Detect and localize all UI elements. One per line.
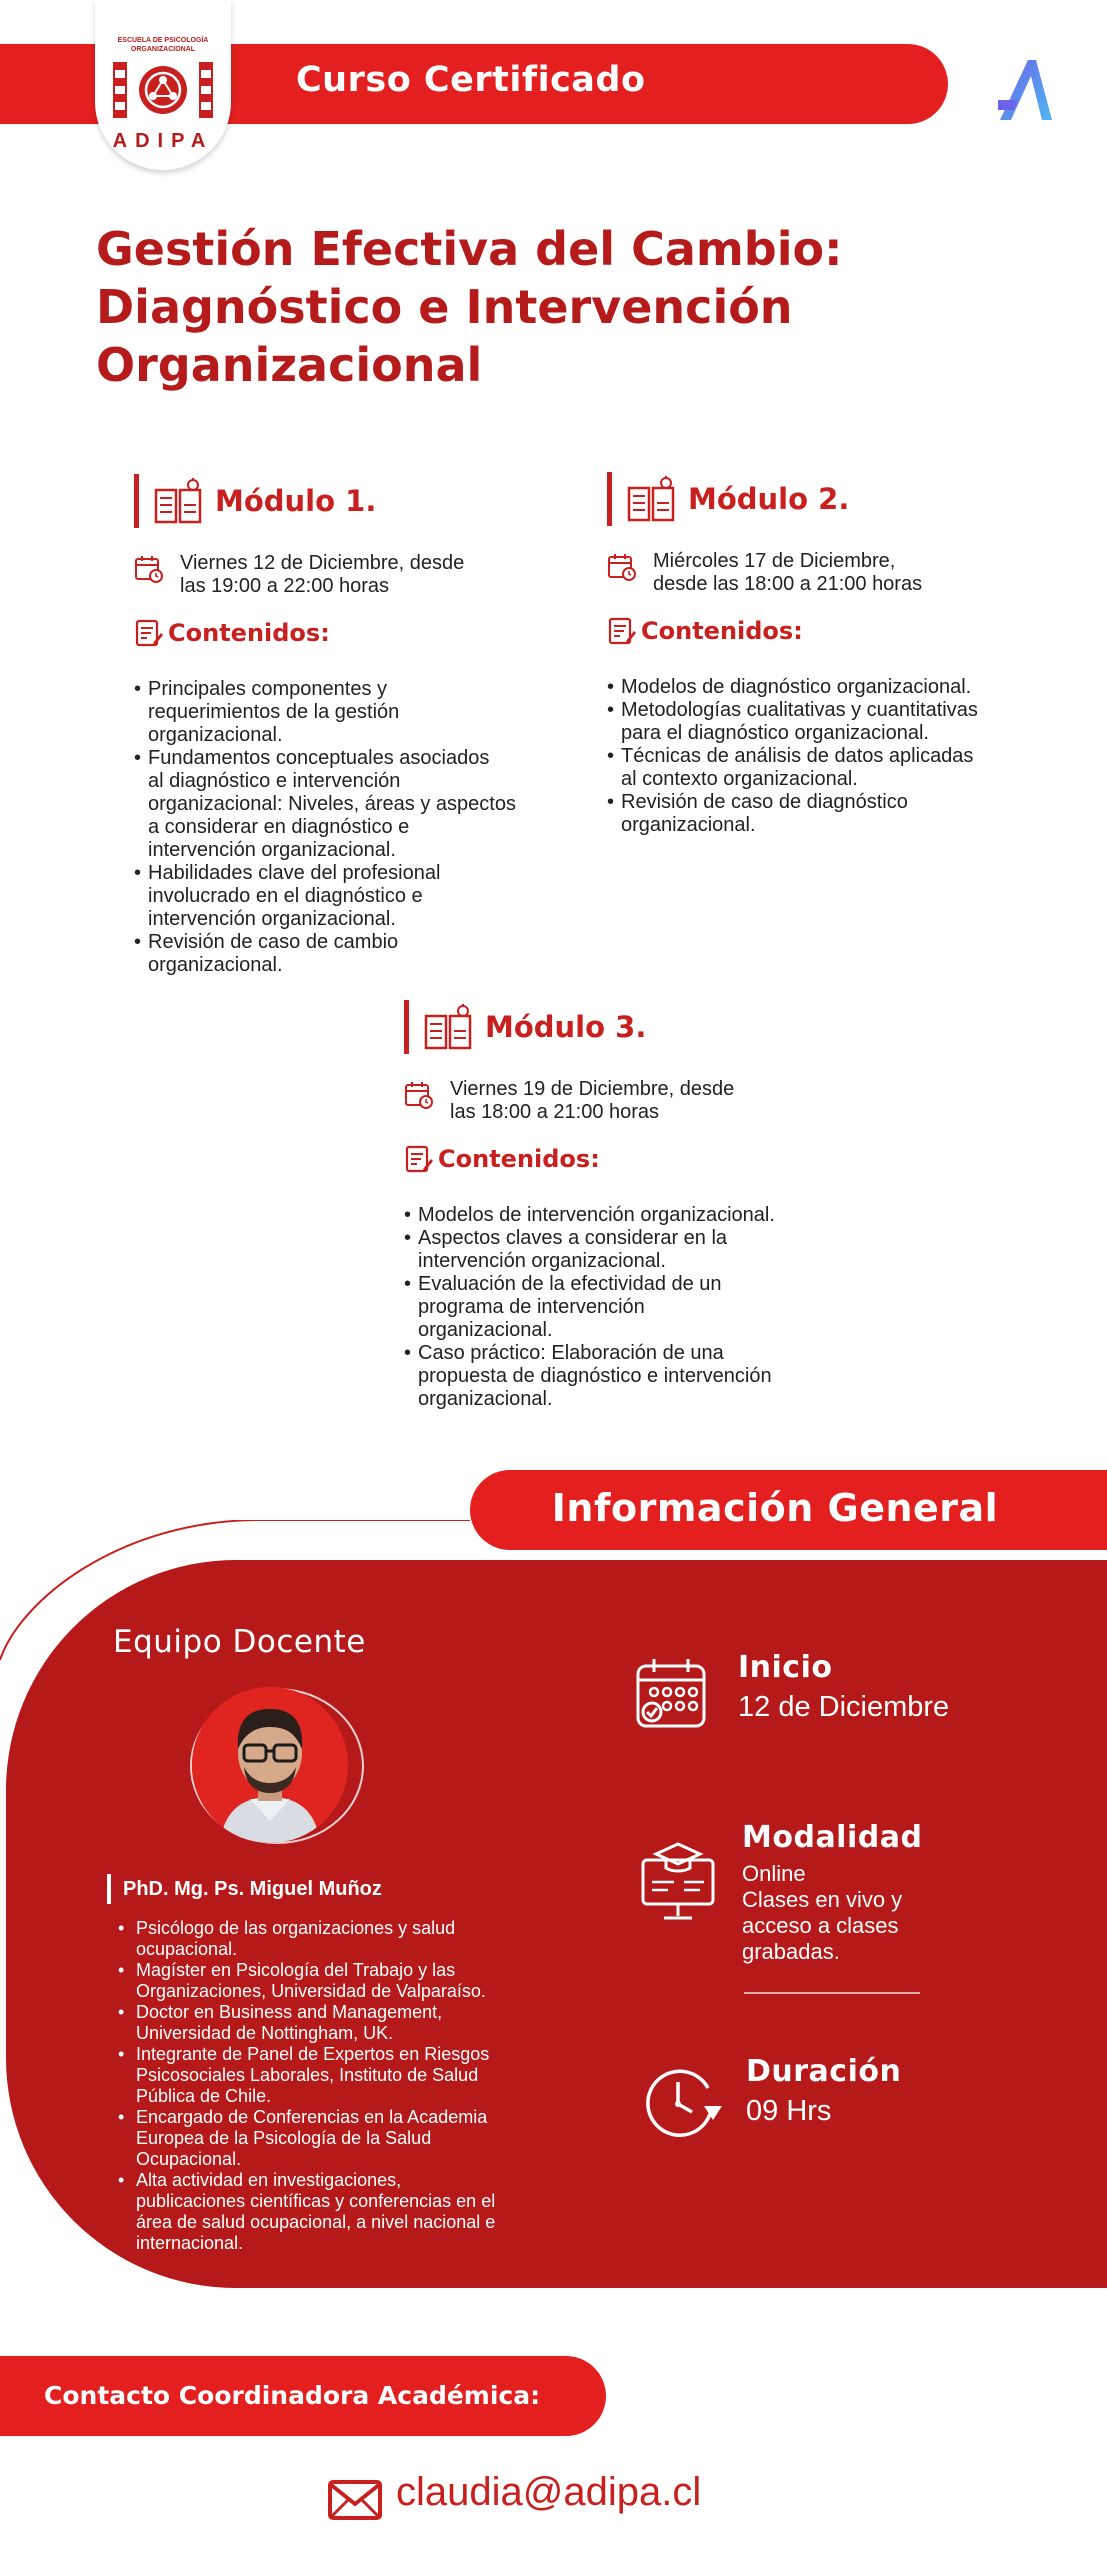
topic-line: organizacional.	[621, 814, 756, 836]
course-title-line: Organizacional	[96, 338, 483, 392]
topic-line: • Habilidades clave del profesional	[148, 862, 441, 884]
adipa-logo	[95, 0, 231, 170]
calendar-check-icon	[634, 1656, 708, 1730]
list-item	[607, 676, 1047, 699]
cv-line: Pública de Chile.	[136, 2086, 272, 2106]
cv-line: Psicosociales Laborales, Instituto de Salud	[136, 2065, 479, 2085]
topic-line: • Técnicas de análisis de datos aplicadas	[621, 745, 974, 767]
module-title: Módulo 2.	[688, 482, 850, 516]
module-date	[404, 1078, 844, 1124]
list-item	[134, 931, 574, 977]
topic-line: requerimientos de la gestión	[148, 701, 400, 723]
header-banner-title: Curso Certificado	[296, 60, 646, 100]
topic-line: programa de intervención	[418, 1296, 645, 1318]
list-item	[404, 1342, 844, 1411]
contents-heading	[134, 618, 574, 648]
modality-line: Clases en vivo y	[742, 1887, 903, 1912]
date-line: desde las 18:00 a 21:00 horas	[653, 573, 923, 595]
list-item	[607, 791, 1047, 837]
topic-line: • Modelos de intervención organizacional.	[418, 1204, 775, 1226]
module-title: Módulo 1.	[215, 484, 377, 518]
cv-line: Ocupacional.	[136, 2149, 242, 2169]
list-item	[118, 2044, 548, 2107]
lesson-book-icon	[626, 476, 676, 522]
document-edit-icon	[607, 616, 637, 646]
contents-heading	[607, 616, 1047, 646]
module-title: Módulo 3.	[485, 1010, 647, 1044]
module-header	[607, 472, 1047, 526]
course-title-line: Gestión Efectiva del Cambio:	[96, 222, 843, 276]
topic-line: • Metodologías cualitativas y cuantitativas	[621, 699, 978, 721]
module-header	[134, 474, 574, 528]
topic-line: intervención organizacional.	[148, 839, 396, 861]
list-item	[404, 1204, 844, 1227]
cv-line: • Integrante de Panel de Expertos en Riesgos	[136, 2044, 490, 2064]
date-line: Viernes 19 de Diciembre, desde	[450, 1078, 735, 1100]
mail-icon	[328, 2480, 382, 2520]
module-header	[404, 1000, 844, 1054]
divider	[744, 1992, 920, 1994]
cv-line: publicaciones científicas y conferencias en el	[136, 2191, 496, 2211]
cv-line: • Encargado de Conferencias en la Academia	[136, 2107, 488, 2127]
document-edit-icon	[134, 618, 164, 648]
topic-line: organizacional.	[418, 1388, 553, 1410]
course-title	[96, 220, 996, 394]
cv-line: Europea de la Psicología de la Salud	[136, 2128, 432, 2148]
clock-duration-icon	[644, 2064, 724, 2140]
topic-line: organizacional.	[148, 724, 283, 746]
course-title-line: Diagnóstico e Intervención	[96, 280, 793, 334]
topic-line: organizacional.	[148, 954, 283, 976]
date-line: Viernes 12 de Diciembre, desde	[180, 552, 465, 574]
topic-line: intervención organizacional.	[418, 1250, 666, 1272]
logo-school-text: ESCUELA DE PSICOLOGÍA ORGANIZACIONAL	[117, 37, 209, 53]
topic-line: • Evaluación de la efectividad de un	[418, 1273, 722, 1295]
module-3	[404, 1000, 844, 1411]
list-item	[134, 862, 574, 931]
cv-line: internacional.	[136, 2233, 244, 2253]
topic-line: al diagnóstico e intervención	[148, 770, 401, 792]
document-edit-icon	[404, 1144, 434, 1174]
logo-emblem-icon	[113, 58, 213, 122]
duration-info	[746, 2054, 901, 2128]
calendar-clock-icon	[404, 1080, 434, 1110]
topics-list	[404, 1204, 844, 1411]
list-item	[134, 747, 574, 862]
topic-line: propuesta de diagnóstico e intervención	[418, 1365, 772, 1387]
duration-label: Duración	[746, 2054, 902, 2089]
contents-label: Contenidos:	[641, 617, 803, 645]
cv-line: ocupacional.	[136, 1939, 238, 1959]
topic-line: • Caso práctico: Elaboración de una	[418, 1342, 724, 1364]
online-class-monitor-icon	[640, 1842, 716, 1922]
cv-line: • Psicólogo de las organizaciones y salud	[136, 1918, 456, 1938]
modality-info	[742, 1820, 922, 1965]
teacher-portrait-icon	[192, 1687, 348, 1843]
modality-line: grabadas.	[742, 1939, 840, 1964]
team-title: Equipo Docente	[113, 1624, 366, 1660]
topics-list	[607, 676, 1047, 837]
cv-line: • Doctor en Business and Management,	[136, 2002, 443, 2022]
list-item	[118, 2107, 548, 2170]
list-item	[118, 1918, 548, 1960]
list-item	[404, 1227, 844, 1273]
start-value: 12 de Diciembre	[738, 1691, 950, 1723]
topic-line: involucrado en el diagnóstico e	[148, 885, 423, 907]
topics-list	[134, 678, 574, 977]
modality-details	[742, 1861, 922, 1965]
list-item	[607, 699, 1047, 745]
list-item	[404, 1273, 844, 1342]
cv-line: • Magíster en Psicología del Trabajo y las	[136, 1960, 456, 1980]
duration-value: 09 Hrs	[746, 2095, 832, 2127]
info-general-title: Información General	[551, 1486, 999, 1530]
cv-line: Universidad de Nottingham, UK.	[136, 2023, 394, 2043]
topic-line: • Revisión de caso de diagnóstico	[621, 791, 908, 813]
module-2	[607, 472, 1047, 837]
start-label: Inicio	[738, 1650, 833, 1685]
topic-line: • Aspectos claves a considerar en la	[418, 1227, 728, 1249]
topic-line: • Modelos de diagnóstico organizacional.	[621, 676, 972, 698]
list-item	[118, 2002, 548, 2044]
module-date	[607, 550, 1047, 596]
modality-line: acceso a clases	[742, 1913, 899, 1938]
list-item	[118, 1960, 548, 2002]
modality-label: Modalidad	[742, 1820, 923, 1855]
teacher-name: PhD. Mg. Ps. Miguel Muñoz	[107, 1874, 382, 1904]
list-item	[134, 678, 574, 747]
list-item	[118, 2170, 548, 2254]
cv-line: Organizaciones, Universidad de Valparaíso.	[136, 1981, 486, 2001]
module-date	[134, 552, 574, 598]
topic-line: • Revisión de caso de cambio	[148, 931, 399, 953]
modality-line: Online	[742, 1861, 806, 1886]
topic-line: para el diagnóstico organizacional.	[621, 722, 929, 744]
lesson-book-icon	[423, 1004, 473, 1050]
calendar-clock-icon	[134, 554, 164, 584]
calendar-clock-icon	[607, 552, 637, 582]
avatar	[192, 1687, 348, 1843]
teacher-cv-list	[118, 1918, 548, 2254]
topic-line: organizacional.	[418, 1319, 553, 1341]
cv-line: área de salud ocupacional, a nivel nacional e	[136, 2212, 496, 2232]
lesson-book-icon	[153, 478, 203, 524]
topic-line: al contexto organizacional.	[621, 768, 858, 790]
start-info	[738, 1650, 949, 1724]
contents-label: Contenidos:	[168, 619, 330, 647]
brand-mark-icon	[994, 56, 1058, 122]
topic-line: organizacional: Niveles, áreas y aspectos	[148, 793, 516, 815]
date-line: las 18:00 a 21:00 horas	[450, 1101, 660, 1123]
module-1	[134, 474, 574, 977]
contact-email-link[interactable]: claudia@adipa.cl	[396, 2470, 702, 2514]
topic-line: • Principales componentes y	[148, 678, 388, 700]
date-line: Miércoles 17 de Diciembre,	[653, 550, 896, 572]
date-line: las 19:00 a 22:00 horas	[180, 575, 390, 597]
list-item	[607, 745, 1047, 791]
contents-heading	[404, 1144, 844, 1174]
contact-title: Contacto Coordinadora Académica:	[44, 2381, 541, 2410]
topic-line: intervención organizacional.	[148, 908, 396, 930]
contents-label: Contenidos:	[438, 1145, 600, 1173]
topic-line: • Fundamentos conceptuales asociados	[148, 747, 490, 769]
cv-line: • Alta actividad en investigaciones,	[136, 2170, 402, 2190]
logo-brand-text: ADIPA	[112, 130, 214, 152]
topic-line: a considerar en diagnóstico e	[148, 816, 410, 838]
